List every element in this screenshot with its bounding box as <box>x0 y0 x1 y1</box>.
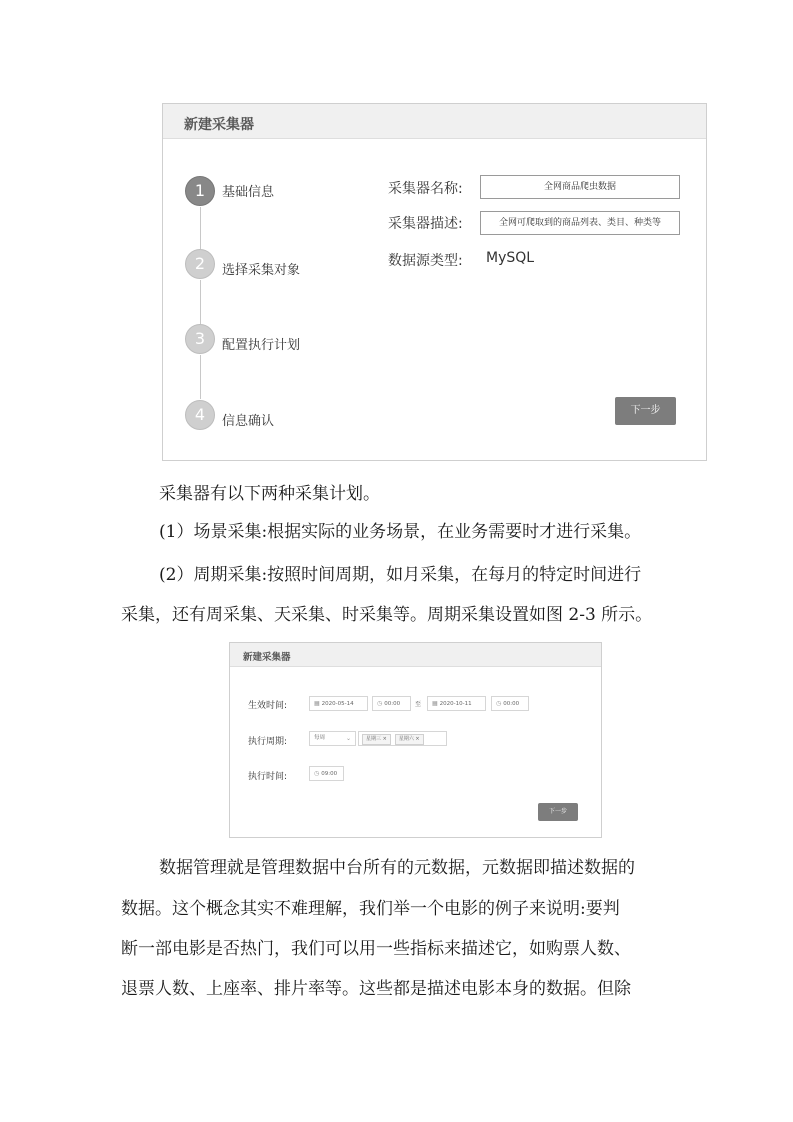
close-icon[interactable]: × <box>415 736 420 742</box>
paragraph-metadata-line-1: 数据管理就是管理数据中台所有的元数据，元数据即描述数据的 <box>159 858 635 878</box>
calendar-icon: ▦ <box>432 700 438 707</box>
datasource-type-value: MySQL <box>486 250 535 266</box>
paragraph-item-1: (1）场景采集:根据实际的业务场景，在业务需要时才进行采集。 <box>159 522 642 542</box>
next-button[interactable]: 下一步 <box>538 803 578 821</box>
dialog-title: 新建采集器 <box>184 117 254 133</box>
period-label: 执行周期: <box>248 737 288 747</box>
start-time-value: 00:00 <box>384 701 401 707</box>
clock-icon: ◷ <box>377 700 383 707</box>
step-1-circle[interactable]: 1 <box>185 176 215 206</box>
collector-name-label: 采集器名称: <box>388 181 463 197</box>
step-connector <box>200 280 201 324</box>
end-time-value: 00:00 <box>503 701 520 707</box>
step-4-circle[interactable]: 4 <box>185 400 215 430</box>
exec-time-picker[interactable] <box>309 766 344 781</box>
step-2-label[interactable]: 选择采集对象 <box>222 263 301 278</box>
step-connector <box>200 355 201 399</box>
datasource-type-label: 数据源类型: <box>388 253 463 269</box>
weekday-tag[interactable] <box>395 734 424 745</box>
end-date-picker[interactable] <box>427 696 486 711</box>
step-3-circle[interactable]: 3 <box>185 324 215 354</box>
weekday-tag-label: 星期三 <box>366 736 382 742</box>
paragraph-item-2-line-1: (2）周期采集:按照时间周期，如月采集，在每月的特定时间进行 <box>159 565 642 585</box>
paragraph-metadata-line-2: 数据。这个概念其实不难理解，我们举一个电影的例子来说明:要判 <box>121 899 620 919</box>
dialog-title: 新建采集器 <box>243 652 291 663</box>
paragraph-intro: 采集器有以下两种采集计划。 <box>159 484 380 504</box>
calendar-icon: ▦ <box>314 700 320 707</box>
range-separator: 至 <box>415 701 422 708</box>
next-button[interactable]: 下一步 <box>615 397 676 425</box>
end-time-picker[interactable] <box>491 696 529 711</box>
start-date-value: 2020-05-14 <box>321 701 354 707</box>
exec-time-label: 执行时间: <box>248 772 288 782</box>
effective-time-label: 生效时间: <box>248 701 288 711</box>
period-select-value: 每周 <box>314 735 326 741</box>
paragraph-metadata-line-4: 退票人数、上座率、排片率等。这些都是描述电影本身的数据。但除 <box>121 979 631 999</box>
weekday-tag[interactable] <box>362 734 391 745</box>
schedule-config-figure <box>229 642 602 838</box>
start-date-picker[interactable] <box>309 696 368 711</box>
period-select[interactable] <box>309 731 356 746</box>
collector-wizard-figure <box>162 103 707 461</box>
step-connector <box>200 207 201 249</box>
dialog-header <box>163 104 706 139</box>
paragraph-metadata-line-3: 断一部电影是否热门，我们可以用一些指标来描述它，如购票人数、 <box>121 939 631 959</box>
step-3-label[interactable]: 配置执行计划 <box>222 338 301 353</box>
collector-desc-label: 采集器描述: <box>388 216 463 232</box>
chevron-down-icon: ⌄ <box>345 735 351 742</box>
step-2-circle[interactable]: 2 <box>185 249 215 279</box>
close-icon[interactable]: × <box>382 736 387 742</box>
clock-icon: ◷ <box>496 700 502 707</box>
start-time-picker[interactable] <box>372 696 411 711</box>
exec-time-value: 09:00 <box>321 771 338 777</box>
weekday-multiselect[interactable] <box>358 731 447 746</box>
step-1-label[interactable]: 基础信息 <box>222 185 275 200</box>
paragraph-item-2-line-2: 采集，还有周采集、天采集、时采集等。周期采集设置如图 2-3 所示。 <box>121 605 653 625</box>
weekday-tag-label: 星期六 <box>398 736 414 742</box>
collector-desc-input[interactable]: 全网可爬取到的商品列表、类目、种类等 <box>480 211 680 235</box>
dialog-header <box>230 643 601 667</box>
clock-icon: ◷ <box>314 770 320 777</box>
end-date-value: 2020-10-11 <box>439 701 472 707</box>
step-4-label[interactable]: 信息确认 <box>222 414 275 429</box>
collector-name-input[interactable]: 全网商品爬虫数据 <box>480 175 680 199</box>
